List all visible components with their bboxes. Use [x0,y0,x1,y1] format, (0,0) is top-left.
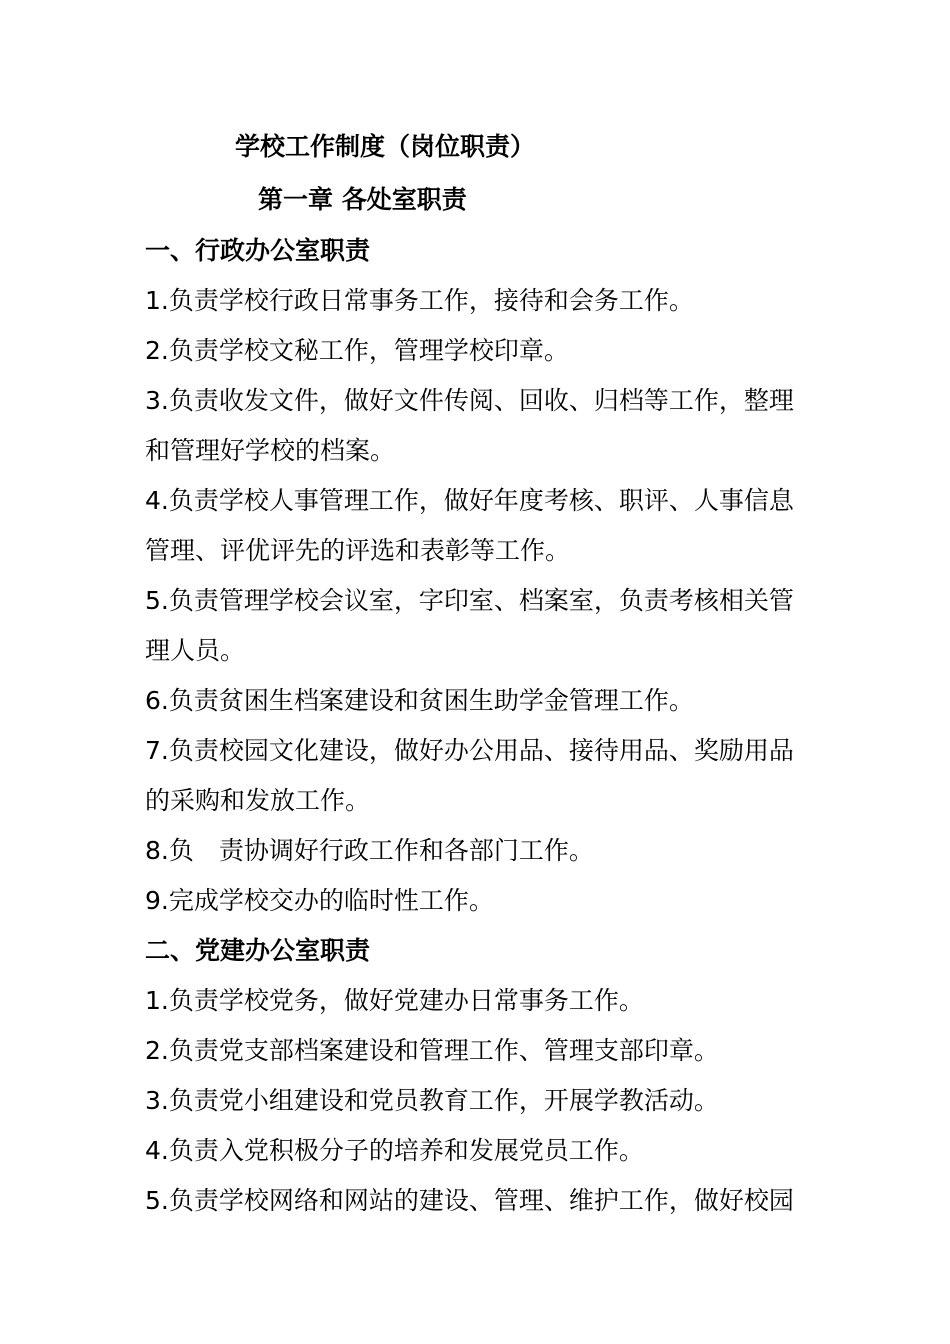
list-item: 6.负责贫困生档案建设和贫困生助学金管理工作。 [145,686,694,715]
list-item: 4.负责入党积极分子的培养和发展党员工作。 [145,1136,644,1165]
list-item: 5.负责学校网络和网站的建设、管理、维护工作，做好校园 [145,1186,794,1215]
list-item: 4.负责学校人事管理工作，做好年度考核、职评、人事信息管理、评优评先的评选和表彰等工作。 [145,486,794,565]
section-heading: 一、行政办公室职责 [145,236,371,265]
document-body [145,226,810,1226]
list-item: 5.负责管理学校会议室，字印室、档案室，负责考核相关管理人员。 [145,586,794,665]
document-title: 学校工作制度（岗位职责） [235,132,536,161]
list-item: 2.负责党支部档案建设和管理工作、管理支部印章。 [145,1036,719,1065]
list-item: 2.负责学校文秘工作，管理学校印章。 [145,336,569,365]
list-item: 3.负责党小组建设和党员教育工作，开展学教活动。 [145,1086,719,1115]
section-heading: 二、党建办公室职责 [145,936,371,965]
list-item: 9.完成学校交办的临时性工作。 [145,886,494,915]
list-item: 3.负责收发文件，做好文件传阅、回收、归档等工作，整理和管理好学校的档案。 [145,386,794,465]
chapter-heading: 第一章 各处室职责 [258,185,467,214]
list-item: 1.负责学校党务，做好党建办日常事务工作。 [145,986,644,1015]
list-item: 1.负责学校行政日常事务工作，接待和会务工作。 [145,286,694,315]
list-item: 8.负 责协调好行政工作和各部门工作。 [145,836,594,865]
list-item: 7.负责校园文化建设，做好办公用品、接待用品、奖励用品的采购和发放工作。 [145,736,794,815]
